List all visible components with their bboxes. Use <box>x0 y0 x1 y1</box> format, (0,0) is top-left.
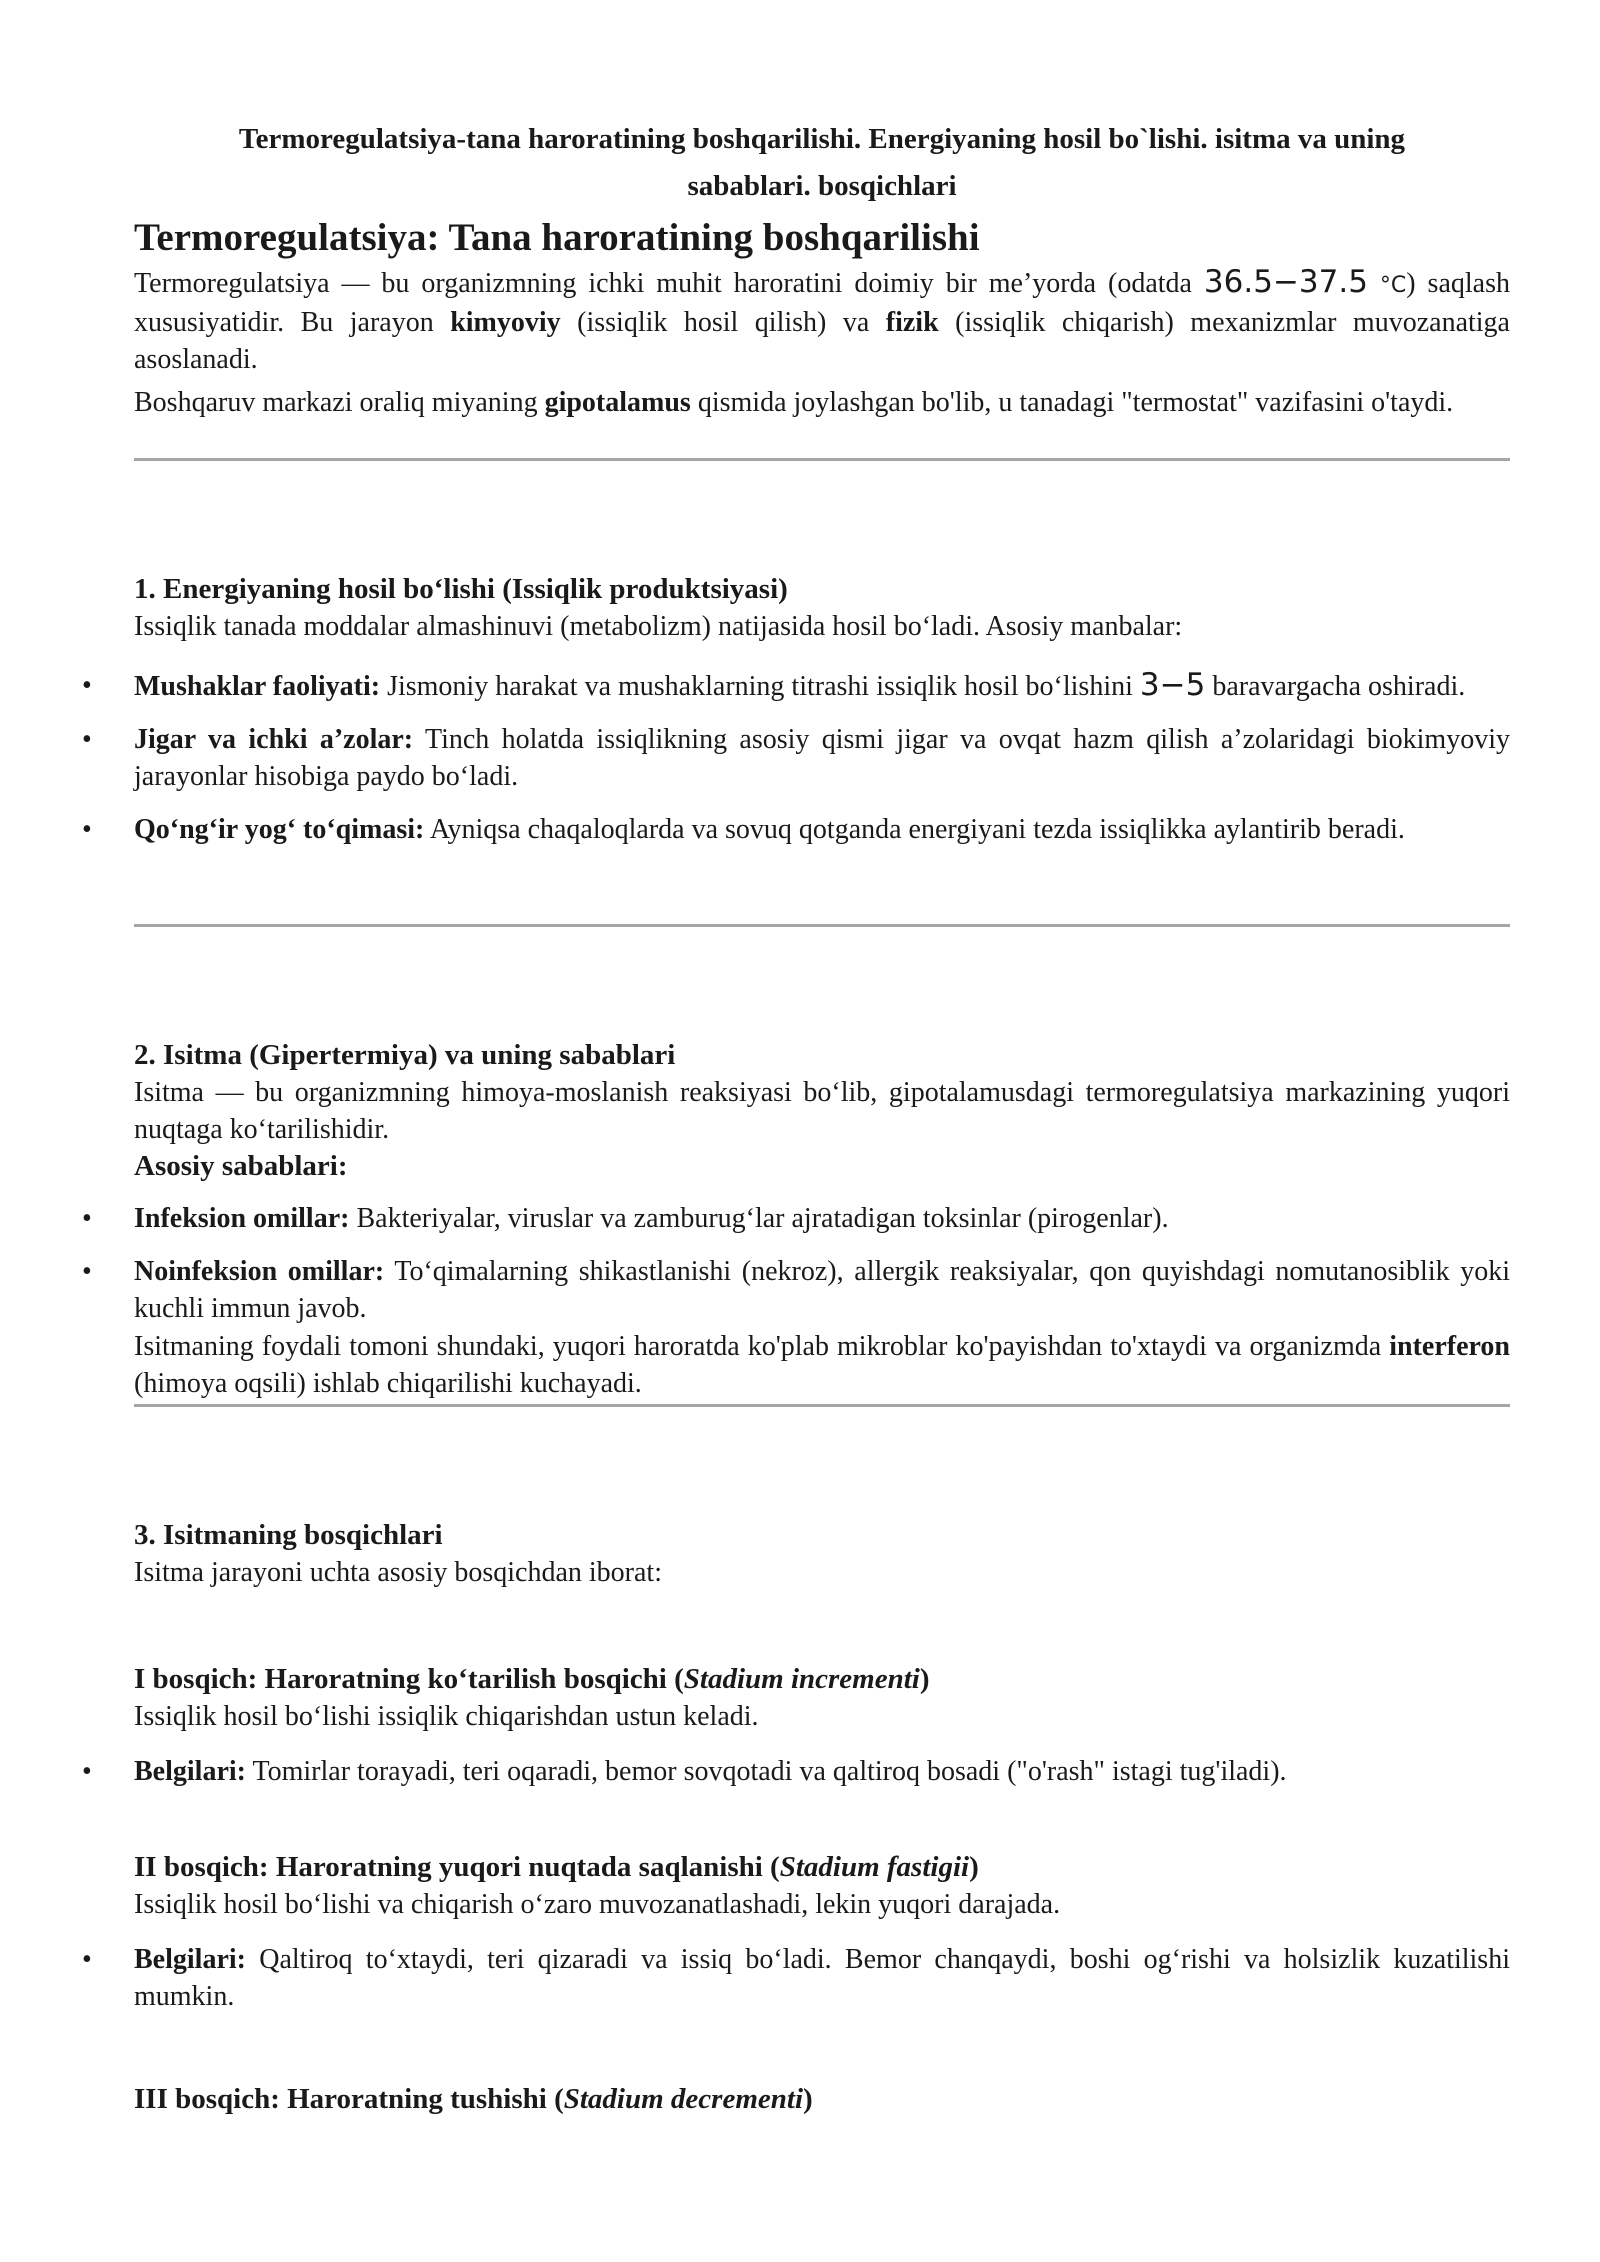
main-heading: Termoregulatsiya: Tana haroratining boshqarilishi <box>134 216 980 259</box>
section-3-title: 3. Isitmaning bosqichlari <box>134 1519 443 1551</box>
intro-text: (issiqlik chiqarish) mexanizmlar muvozanatiga asoslanadi. <box>134 307 1510 375</box>
list-item-label: Belgilari: <box>134 1756 246 1787</box>
stage-2 <box>134 1849 1510 1923</box>
paragraph-text: Boshqaruv markazi oraliq miyaning <box>134 387 545 418</box>
stage-title-text: I bosqich: Haroratning ko‘tarilish bosqichi ( <box>134 1663 684 1695</box>
list-item-text: Ayniqsa chaqaloqlarda va sovuq qotganda energiyani tezda issiqlikka aylantirib beradi. <box>424 814 1405 845</box>
list-item-label: Mushaklar faoliyati: <box>134 671 381 702</box>
section-2 <box>134 1037 1510 1185</box>
note-text: Isitmaning foydali tomoni shundaki, yuqori haroratda ko'plab mikroblar ko'payishdan to'xtaydi va organizmda <box>134 1331 1390 1362</box>
list-item <box>0 811 1510 848</box>
section-3 <box>134 1517 1510 1591</box>
list-item <box>0 1253 1510 1327</box>
stage-2-bullets <box>0 1941 1510 2015</box>
keyword-fizik: fizik <box>885 307 939 338</box>
bullet-icon: • <box>82 670 92 701</box>
list-item-text: To‘qimalarning shikastlanishi (nekroz), allergik reaksiyalar, qon quyishdagi nomutanosiblik yoki kuchli immun javob. <box>134 1256 1511 1324</box>
section-1-title: 1. Energiyaning hosil bo‘lishi (Issiqlik produktsiyasi) <box>134 573 788 605</box>
bullet-icon: • <box>82 1203 92 1234</box>
bullet-icon: • <box>82 724 92 755</box>
section-2-intro: Isitma — bu organizmning himoya-moslanish reaksiyasi bo‘lib, gipotalamusdagi termoregulatsiya markazining yuqori nuqtaga ko‘tarilishidir. <box>134 1077 1510 1145</box>
bullet-icon: • <box>82 814 92 845</box>
document-title-line2: sabablari. bosqichlari <box>687 170 957 202</box>
list-item-text: Bakteriyalar, viruslar va zamburug‘lar ajratadigan toksinlar (pirogenlar). <box>349 1203 1169 1234</box>
list-item-text: baravargacha oshiradi. <box>1205 671 1466 702</box>
document-title-line1: Termoregulatsiya-tana haroratining boshqarilishi. Energiyaning hosil bo`lishi. isitma va uning <box>238 123 1406 155</box>
section-3-intro: Isitma jarayoni uchta asosiy bosqichdan iborat: <box>134 1557 662 1588</box>
document-title <box>134 116 1510 210</box>
temperature-range: 36.5−37.5 <box>1203 264 1368 300</box>
stage-2-description: Issiqlik hosil bo‘lishi va chiqarish o‘zaro muvozanatlashadi, lekin yuqori darajada. <box>134 1889 1061 1920</box>
list-item-label: Infeksion omillar: <box>134 1203 350 1234</box>
list-item <box>0 721 1510 795</box>
stage-title-text: III bosqich: Haroratning tushishi ( <box>134 2083 564 2115</box>
section-divider <box>134 924 1510 927</box>
section-1-bullets <box>0 667 1510 848</box>
intro-text: ) saqlash xususiyatidir. Bu jarayon <box>134 268 1510 338</box>
section-1 <box>134 571 1510 645</box>
stage-2-title <box>134 1849 1510 1886</box>
multiplier-range: 3−5 <box>1139 667 1206 703</box>
stage-title-text: ) <box>803 2083 813 2115</box>
keyword-interferon: interferon <box>1389 1331 1510 1362</box>
note-text: (himoya oqsili) ishlab chiqarilishi kuchayadi. <box>134 1368 642 1399</box>
list-item <box>0 1941 1510 2015</box>
section-divider <box>134 1404 1510 1407</box>
section-2-bullets <box>0 1200 1510 1327</box>
stage-latin-name: Stadium incrementi <box>683 1663 920 1695</box>
temperature-unit: °C <box>1367 273 1407 298</box>
list-item-text: Jismoniy harakat va mushaklarning titrashi issiqlik hosil bo‘lishini <box>380 671 1140 702</box>
stage-title-text: ) <box>919 1663 930 1695</box>
section-1-intro: Issiqlik tanada moddalar almashinuvi (metabolizm) natijasida hosil bo‘ladi. Asosiy manbalar: <box>134 611 1183 642</box>
list-item-text: Tinch holatda issiqlikning asosiy qismi jigar va ovqat hazm qilish a’zolaridagi biokimyoviy jarayonlar hisobiga paydo bo‘ladi. <box>134 724 1510 792</box>
bullet-icon: • <box>82 1944 92 1975</box>
stage-3 <box>134 2081 1510 2118</box>
stage-latin-name: Stadium fastigii <box>779 1851 970 1883</box>
keyword-gipotalamus: gipotalamus <box>544 387 691 418</box>
intro-text: (issiqlik hosil qilish) va <box>560 307 886 338</box>
section-divider <box>134 458 1510 461</box>
list-item-text: Tomirlar torayadi, teri oqaradi, bemor sovqotadi va qaltiroq bosadi ("o'rash" istagi tug'iladi). <box>245 1756 1287 1787</box>
list-item <box>0 1753 1510 1790</box>
causes-label: Asosiy sabablari: <box>134 1150 348 1182</box>
intro-paragraph <box>134 264 1510 378</box>
list-item-label: Qo‘ng‘ir yog‘ to‘qimasi: <box>134 814 425 845</box>
list-item-text: Qaltiroq to‘xtaydi, teri qizaradi va issiq bo‘ladi. Bemor chanqaydi, boshi og‘rishi va holsizlik kuzatilishi mumkin. <box>134 1944 1510 2012</box>
list-item-label: Belgilari: <box>134 1944 246 1975</box>
bullet-icon: • <box>82 1256 92 1287</box>
stage-1-bullets <box>0 1753 1510 1790</box>
stage-3-title <box>134 2081 1510 2118</box>
stage-1-title <box>134 1661 1510 1698</box>
section-2-title: 2. Isitma (Gipertermiya) va uning sabablari <box>134 1039 676 1071</box>
list-item-label: Noinfeksion omillar: <box>134 1256 385 1287</box>
intro-text: Termoregulatsiya — bu organizmning ichki muhit haroratini doimiy bir me’yorda (odatda <box>134 268 1204 299</box>
stage-title-text: II bosqich: Haroratning yuqori nuqtada saqlanishi ( <box>134 1851 780 1883</box>
paragraph-text: qismida joylashgan bo'lib, u tanadagi "termostat" vazifasini o'taydi. <box>690 387 1454 418</box>
list-item-label: Jigar va ichki a’zolar: <box>134 724 414 755</box>
stage-title-text: ) <box>969 1851 979 1883</box>
fever-benefit-note <box>134 1328 1510 1402</box>
list-item <box>0 667 1510 705</box>
bullet-icon: • <box>82 1756 92 1787</box>
stage-1 <box>134 1661 1510 1735</box>
stage-latin-name: Stadium decrementi <box>563 2083 803 2115</box>
control-center-paragraph <box>134 384 1510 421</box>
keyword-kimyoviy: kimyoviy <box>450 307 561 338</box>
stage-1-description: Issiqlik hosil bo‘lishi issiqlik chiqarishdan ustun keladi. <box>134 1701 759 1732</box>
list-item <box>0 1200 1510 1237</box>
